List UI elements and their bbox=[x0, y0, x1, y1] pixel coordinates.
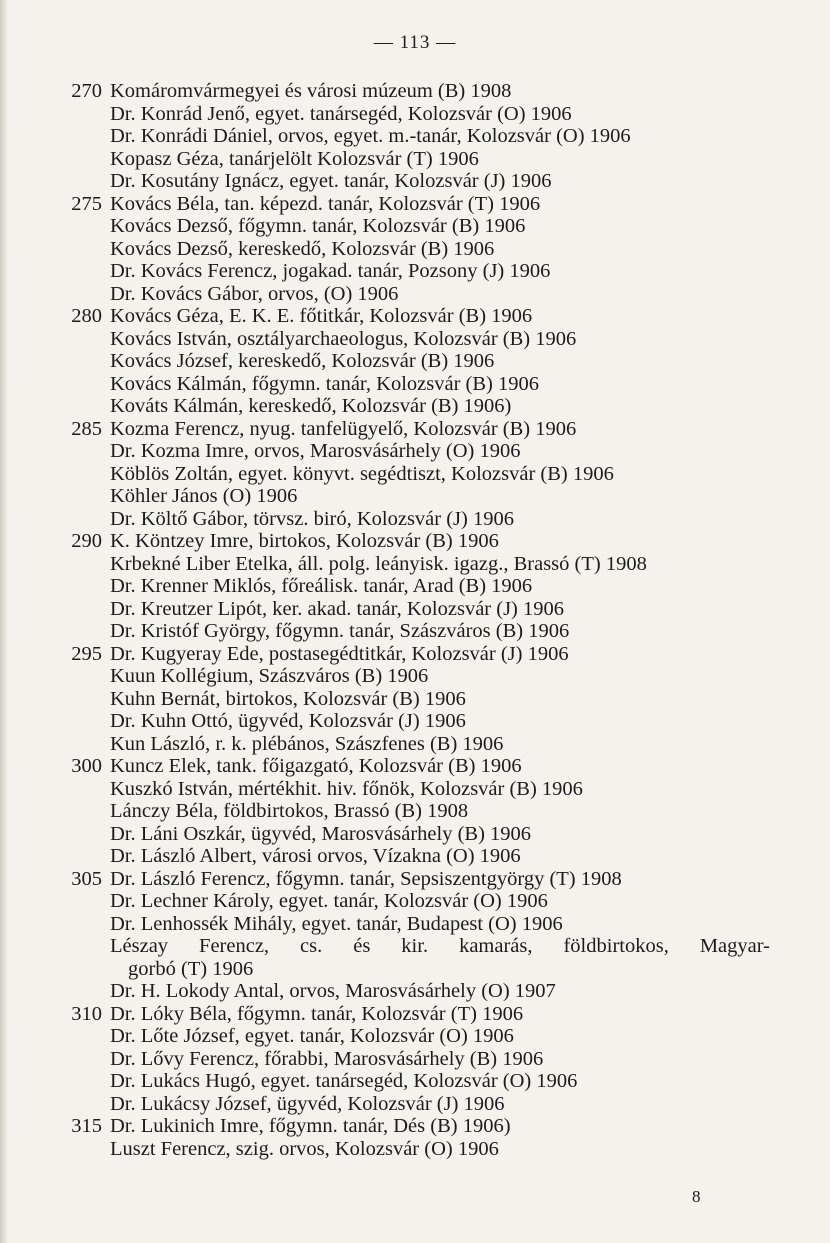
list-item bbox=[110, 800, 770, 823]
entry-text: Lészay Ferencz, cs. és kir. kamarás, földbirtokos, Magyar- bbox=[110, 935, 770, 957]
list-item bbox=[110, 125, 770, 148]
list-item bbox=[110, 215, 770, 238]
entry-text: Dr. Lukács Hugó, egyet. tanársegéd, Kolozsvár (O) 1906 bbox=[110, 1070, 578, 1092]
entry-text: Dr. Kozma Imre, orvos, Marosvásárhely (O) 1906 bbox=[110, 440, 521, 462]
list-item bbox=[110, 103, 770, 126]
list-item bbox=[71, 755, 770, 778]
entry-text: Dr. Kovács Ferencz, jogakad. tanár, Pozsony (J) 1906 bbox=[110, 260, 551, 282]
list-item bbox=[110, 688, 770, 711]
list-item bbox=[71, 1002, 770, 1026]
entry-text: Dr. Lukinich Imre, főgymn. tanár, Dés (B) 1906) bbox=[110, 1115, 511, 1137]
entry-text: Dr. Lóky Béla, főgymn. tanár, Kolozsvár (T) 1906 bbox=[110, 1002, 524, 1025]
page-edge-shadow bbox=[0, 0, 8, 1243]
entry-text: Dr. Lőte József, egyet. tanár, Kolozsvár (O) 1906 bbox=[110, 1025, 514, 1047]
entry-text: Dr. Láni Oszkár, ügyvéd, Marosvásárhely (B) 1906 bbox=[110, 822, 532, 845]
list-item bbox=[110, 980, 770, 1003]
entry-text: Kopasz Géza, tanárjelölt Kolozsvár (T) 1906 bbox=[110, 147, 479, 170]
list-item bbox=[110, 1025, 770, 1048]
entry-text: Kovács Kálmán, főgymn. tanár, Kolozsvár (B) 1906 bbox=[110, 372, 539, 395]
entry-text: Dr. Konrádi Dániel, orvos, egyet. m.-tanár, Kolozsvár (O) 1906 bbox=[110, 125, 631, 147]
entry-text: Dr. Krenner Miklós, főreálisk. tanár, Arad (B) 1906 bbox=[110, 575, 533, 597]
list-item bbox=[71, 1115, 770, 1138]
list-item bbox=[110, 148, 770, 171]
entry-text: Köblös Zoltán, egyet. könyvt. segédtiszt, Kolozsvár (B) 1906 bbox=[110, 462, 614, 485]
entry-text: Dr. Kristóf György, főgymn. tanár, Szászváros (B) 1906 bbox=[110, 620, 570, 642]
entry-text: K. Köntzey Imre, birtokos, Kolozsvár (B) 1906 bbox=[110, 530, 499, 552]
list-item bbox=[110, 733, 770, 756]
entry-text: Kuncz Elek, tank. főigazgató, Kolozsvár (B) 1906 bbox=[110, 755, 522, 777]
entry-text: Kozma Ferencz, nyug. tanfelügyelő, Kolozsvár (B) 1906 bbox=[110, 417, 577, 440]
member-list bbox=[71, 80, 770, 1160]
list-item bbox=[110, 395, 770, 418]
entry-text: Kuszkó István, mértékhit. hiv. főnök, Kolozsvár (B) 1906 bbox=[110, 777, 583, 800]
signature-mark: 8 bbox=[692, 1187, 701, 1206]
list-item bbox=[110, 1138, 770, 1161]
list-item bbox=[71, 530, 770, 553]
entry-text: Dr. László Albert, városi orvos, Vízakna (O) 1906 bbox=[110, 845, 521, 867]
entry-text: Dr. Konrád Jenő, egyet. tanársegéd, Kolozsvár (O) 1906 bbox=[110, 102, 572, 125]
list-item bbox=[110, 665, 770, 688]
entry-number: 300 bbox=[71, 755, 102, 777]
list-item bbox=[110, 575, 770, 598]
entry-text: Dr. László Ferencz, főgymn. tanár, Sepsiszentgyörgy (T) 1908 bbox=[110, 867, 622, 890]
entry-text: Dr. Kosutány Ignácz, egyet. tanár, Kolozsvár (J) 1906 bbox=[110, 170, 552, 192]
entry-number: 285 bbox=[71, 417, 102, 440]
entry-number: 315 bbox=[71, 1115, 102, 1137]
list-item bbox=[110, 935, 770, 958]
list-item bbox=[110, 485, 770, 508]
list-item bbox=[110, 260, 770, 283]
entry-number: 305 bbox=[71, 867, 102, 890]
entry-text: Dr. H. Lokody Antal, orvos, Marosvásárhely (O) 1907 bbox=[110, 980, 556, 1002]
entry-text: Kun László, r. k. plébános, Szászfenes (B) 1906 bbox=[110, 732, 504, 755]
entry-text: Kovács Dezső, kereskedő, Kolozsvár (B) 1906 bbox=[110, 237, 495, 260]
entry-text: Dr. Kovács Gábor, orvos, (O) 1906 bbox=[110, 282, 399, 305]
list-item bbox=[110, 170, 770, 193]
entry-text: Kovács Dezső, főgymn. tanár, Kolozsvár (B) 1906 bbox=[110, 215, 526, 237]
entry-number: 295 bbox=[71, 642, 102, 665]
list-item bbox=[71, 305, 770, 328]
list-item bbox=[110, 373, 770, 396]
list-item bbox=[71, 192, 770, 216]
list-item bbox=[110, 1048, 770, 1071]
entry-text: Kovács István, osztályarchaeologus, Kolozsvár (B) 1906 bbox=[110, 327, 577, 350]
list-item bbox=[110, 440, 770, 463]
list-item bbox=[110, 710, 770, 733]
entry-text: gorbó (T) 1906 bbox=[128, 957, 254, 980]
list-item bbox=[110, 958, 770, 981]
list-item bbox=[110, 620, 770, 643]
entry-number: 270 bbox=[71, 80, 102, 102]
list-item bbox=[110, 823, 770, 846]
entry-text: Köhler János (O) 1906 bbox=[110, 485, 298, 507]
entry-text: Dr. Lővy Ferencz, főrabbi, Marosvásárhely (B) 1906 bbox=[110, 1047, 544, 1070]
entry-text: Kuhn Bernát, birtokos, Kolozsvár (B) 1906 bbox=[110, 687, 466, 710]
list-item bbox=[71, 642, 770, 666]
list-item bbox=[110, 508, 770, 531]
entry-text: Krbekné Liber Etelka, áll. polg. leányisk. igazg., Brassó (T) 1908 bbox=[110, 552, 647, 575]
entry-text: Komáromvármegyei és városi múzeum (B) 1908 bbox=[110, 80, 512, 102]
list-item bbox=[71, 867, 770, 891]
entry-text: Kuun Kollégium, Szászváros (B) 1906 bbox=[110, 665, 429, 687]
list-item bbox=[110, 598, 770, 621]
entry-text: Dr. Kuhn Ottó, ügyvéd, Kolozsvár (J) 1906 bbox=[110, 710, 466, 732]
list-item bbox=[110, 553, 770, 576]
list-item bbox=[110, 1070, 770, 1093]
list-item bbox=[110, 913, 770, 936]
entry-number: 275 bbox=[71, 192, 102, 215]
entry-text: Dr. Költő Gábor, törvsz. biró, Kolozsvár (J) 1906 bbox=[110, 507, 514, 530]
entry-text: Dr. Lenhossék Mihály, egyet. tanár, Budapest (O) 1906 bbox=[110, 912, 563, 935]
list-item bbox=[71, 417, 770, 441]
entry-number: 310 bbox=[71, 1002, 102, 1025]
list-item bbox=[110, 845, 770, 868]
list-item bbox=[110, 778, 770, 801]
entry-text: Kovács Géza, E. K. E. főtitkár, Kolozsvár (B) 1906 bbox=[110, 305, 533, 327]
list-item bbox=[110, 890, 770, 913]
entry-text: Dr. Lechner Károly, egyet. tanár, Kolozsvár (O) 1906 bbox=[110, 890, 548, 912]
list-item bbox=[110, 238, 770, 261]
entry-text: Luszt Ferencz, szig. orvos, Kolozsvár (O) 1906 bbox=[110, 1137, 499, 1160]
entry-text: Dr. Lukácsy József, ügyvéd, Kolozsvár (J) 1906 bbox=[110, 1092, 505, 1115]
entry-text: Lánczy Béla, földbirtokos, Brassó (B) 1908 bbox=[110, 800, 469, 822]
entry-text: Dr. Kugyeray Ede, postasegédtitkár, Kolozsvár (J) 1906 bbox=[110, 642, 569, 665]
entry-text: Kovács Béla, tan. képezd. tanár, Kolozsvár (T) 1906 bbox=[110, 192, 541, 215]
entry-text: Kovács József, kereskedő, Kolozsvár (B) 1906 bbox=[110, 350, 495, 372]
list-item bbox=[110, 283, 770, 306]
entry-number: 290 bbox=[71, 530, 102, 552]
entry-text: Dr. Kreutzer Lipót, ker. akad. tanár, Kolozsvár (J) 1906 bbox=[110, 597, 565, 620]
entry-text: Kováts Kálmán, kereskedő, Kolozsvár (B) 1906) bbox=[110, 395, 512, 417]
list-item bbox=[110, 328, 770, 351]
list-item bbox=[71, 80, 770, 103]
entry-number: 280 bbox=[71, 305, 102, 327]
page-number-header: — 113 — bbox=[373, 32, 457, 53]
list-item bbox=[110, 1093, 770, 1116]
list-item bbox=[110, 350, 770, 373]
list-item bbox=[110, 463, 770, 486]
